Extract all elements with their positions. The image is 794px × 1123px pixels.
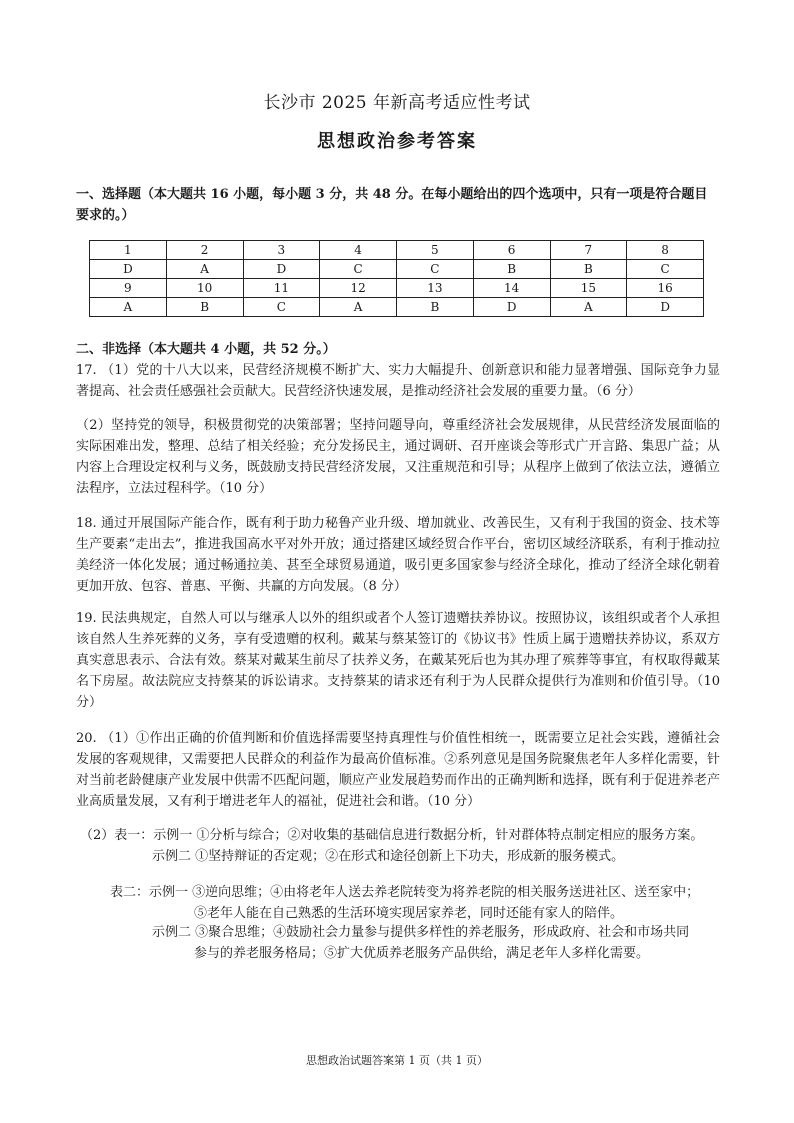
answer-20-table2-example2: 示例二 ③聚合思维；④鼓励社会力量参与提供多样性的养老服务，形成政府、社会和市场共同 [152, 925, 690, 940]
table-cell: 7 [550, 241, 627, 260]
table-cell: C [320, 260, 397, 279]
section2-heading: 二、非选择（本大题共 4 小题，共 52 分。） [76, 342, 336, 357]
table-cell: D [627, 298, 704, 317]
table-cell: A [550, 298, 627, 317]
answer-key-title: 思想政治参考答案 [317, 131, 477, 152]
table-cell: C [397, 260, 474, 279]
table-cell: A [166, 260, 243, 279]
table-cell: 2 [166, 241, 243, 260]
table-cell: 16 [627, 279, 704, 298]
exam-title: 长沙市 2025 年新高考适应性考试 [263, 93, 531, 113]
table-row [90, 260, 704, 279]
answer-20-table1-example2: 示例二 ①坚持辩证的否定观；②在形式和途径创新上下功夫，形成新的服务模式。 [152, 849, 625, 864]
table-row [90, 241, 704, 260]
answer-18: 18. 通过开展国际产能合作，既有利于助力秘鲁产业升级、增加就业、改善民生，又有利于我国的资金、技术等生产要素“走出去”，推进我国高水平对外开放；通过搭建区域经贸合作平台，密切区域经济联系，有利于推动拉美经济一体化发展；通过畅通拉美、甚至全球贸易通道，吸引更多国家参与经济全球化，推动了经济全球化朝着更加开放、包容、普惠、平衡、共赢的方向发展。（8 分） [76, 516, 720, 594]
answer-20-part1: 20. （1）①作出正确的价值判断和价值选择需要坚持真理性与价值性相统一，既需要立足社会实践，遵循社会发展的客观规律，又需要把人民群众的利益作为最高价值标准。②系列意见是国务院聚焦老年人多样化需要，针对当前老龄健康产业发展中供需不匹配问题，顺应产业发展趋势而作出的正确判断和选择，既有利于促进养老产业高质量发展，又有利于增进老年人的福祉，促进社会和谐。（10 分） [76, 731, 720, 809]
section1-heading: 一、选择题（本大题共 16 小题，每小题 3 分，共 48 分。在每小题给出的四个选项中，只有一项是符合题目要求的。） [76, 187, 708, 223]
table-cell: D [473, 298, 550, 317]
table-cell: 4 [320, 241, 397, 260]
table-cell: B [473, 260, 550, 279]
table-cell: A [320, 298, 397, 317]
answer-19: 19. 民法典规定，自然人可以与继承人以外的组织或者个人签订遗赠扶养协议。按照协议，该组织或者个人承担该自然人生养死葬的义务，享有受遗赠的权利。戴某与蔡某签订的《协议书》性质上属于遗赠扶养协议，系双方真实意思表示、合法有效。蔡某对戴某生前尽了扶养义务，在戴某死后也为其办理了殡葬等事宜，有权取得戴某名下房屋。故法院应支持蔡某的诉讼请求。支持蔡某的请求还有利于为人民群众提供行为准则和价值引导。（10 分） [76, 611, 720, 710]
table-cell: 11 [243, 279, 320, 298]
table-cell: D [90, 260, 167, 279]
table-row [90, 298, 704, 317]
table-row [90, 279, 704, 298]
table-cell: 13 [397, 279, 474, 298]
answer-table [89, 240, 704, 317]
answer-20-table2-example2-cont: 参与的养老服务格局；⑤扩大优质养老服务产品供给，满足老年人多样化需要。 [194, 946, 650, 961]
table-cell: B [550, 260, 627, 279]
table-cell: 6 [473, 241, 550, 260]
answer-20-table1-example1: （2）表一：示例一 ①分析与综合；②对收集的基础信息进行数据分析，针对群体特点制定相应的服务方案。 [80, 828, 704, 843]
answer-20-table2-example1-cont: ⑤老年人能在自己熟悉的生活环境实现居家养老，同时还能有家人的陪伴。 [194, 906, 624, 921]
table-cell: 5 [397, 241, 474, 260]
table-cell: 10 [166, 279, 243, 298]
answer-17-part2: （2）坚持党的领导，积极贯彻党的决策部署；坚持问题导向，尊重经济社会发展规律，从民营经济发展面临的实际困难出发，整理、总结了相关经验；充分发扬民主，通过调研、召开座谈会等形式广开言路、集思广益；从内容上合理设定权利与义务，既鼓励支持民营经济发展，又注重规范和引导；从程序上做到了依法立法，遵循立法程序，立法过程科学。（10 分） [76, 418, 720, 496]
answer-20-table2-example1: 表二：示例一 ③逆向思维；④由将老年人送去养老院转变为将养老院的相关服务送进社区、送至家中； [110, 885, 700, 900]
table-cell: 9 [90, 279, 167, 298]
table-cell: 3 [243, 241, 320, 260]
table-cell: D [243, 260, 320, 279]
table-cell: 8 [627, 241, 704, 260]
table-cell: C [627, 260, 704, 279]
table-cell: B [166, 298, 243, 317]
table-cell: 14 [473, 279, 550, 298]
table-cell: 12 [320, 279, 397, 298]
answer-17-part1: 17. （1）党的十八大以来，民营经济规模不断扩大、实力大幅提升、创新意识和能力显著增强、国际竞争力显著提高、社会责任感强社会贡献大。民营经济快速发展，是推动经济社会发展的重要力量。（6 分） [76, 363, 720, 399]
table-cell: 15 [550, 279, 627, 298]
table-cell: 1 [90, 241, 167, 260]
table-cell: C [243, 298, 320, 317]
table-cell: A [90, 298, 167, 317]
page-footer: 思想政治试题答案第 1 页（共 1 页） [306, 1054, 488, 1067]
table-cell: B [397, 298, 474, 317]
